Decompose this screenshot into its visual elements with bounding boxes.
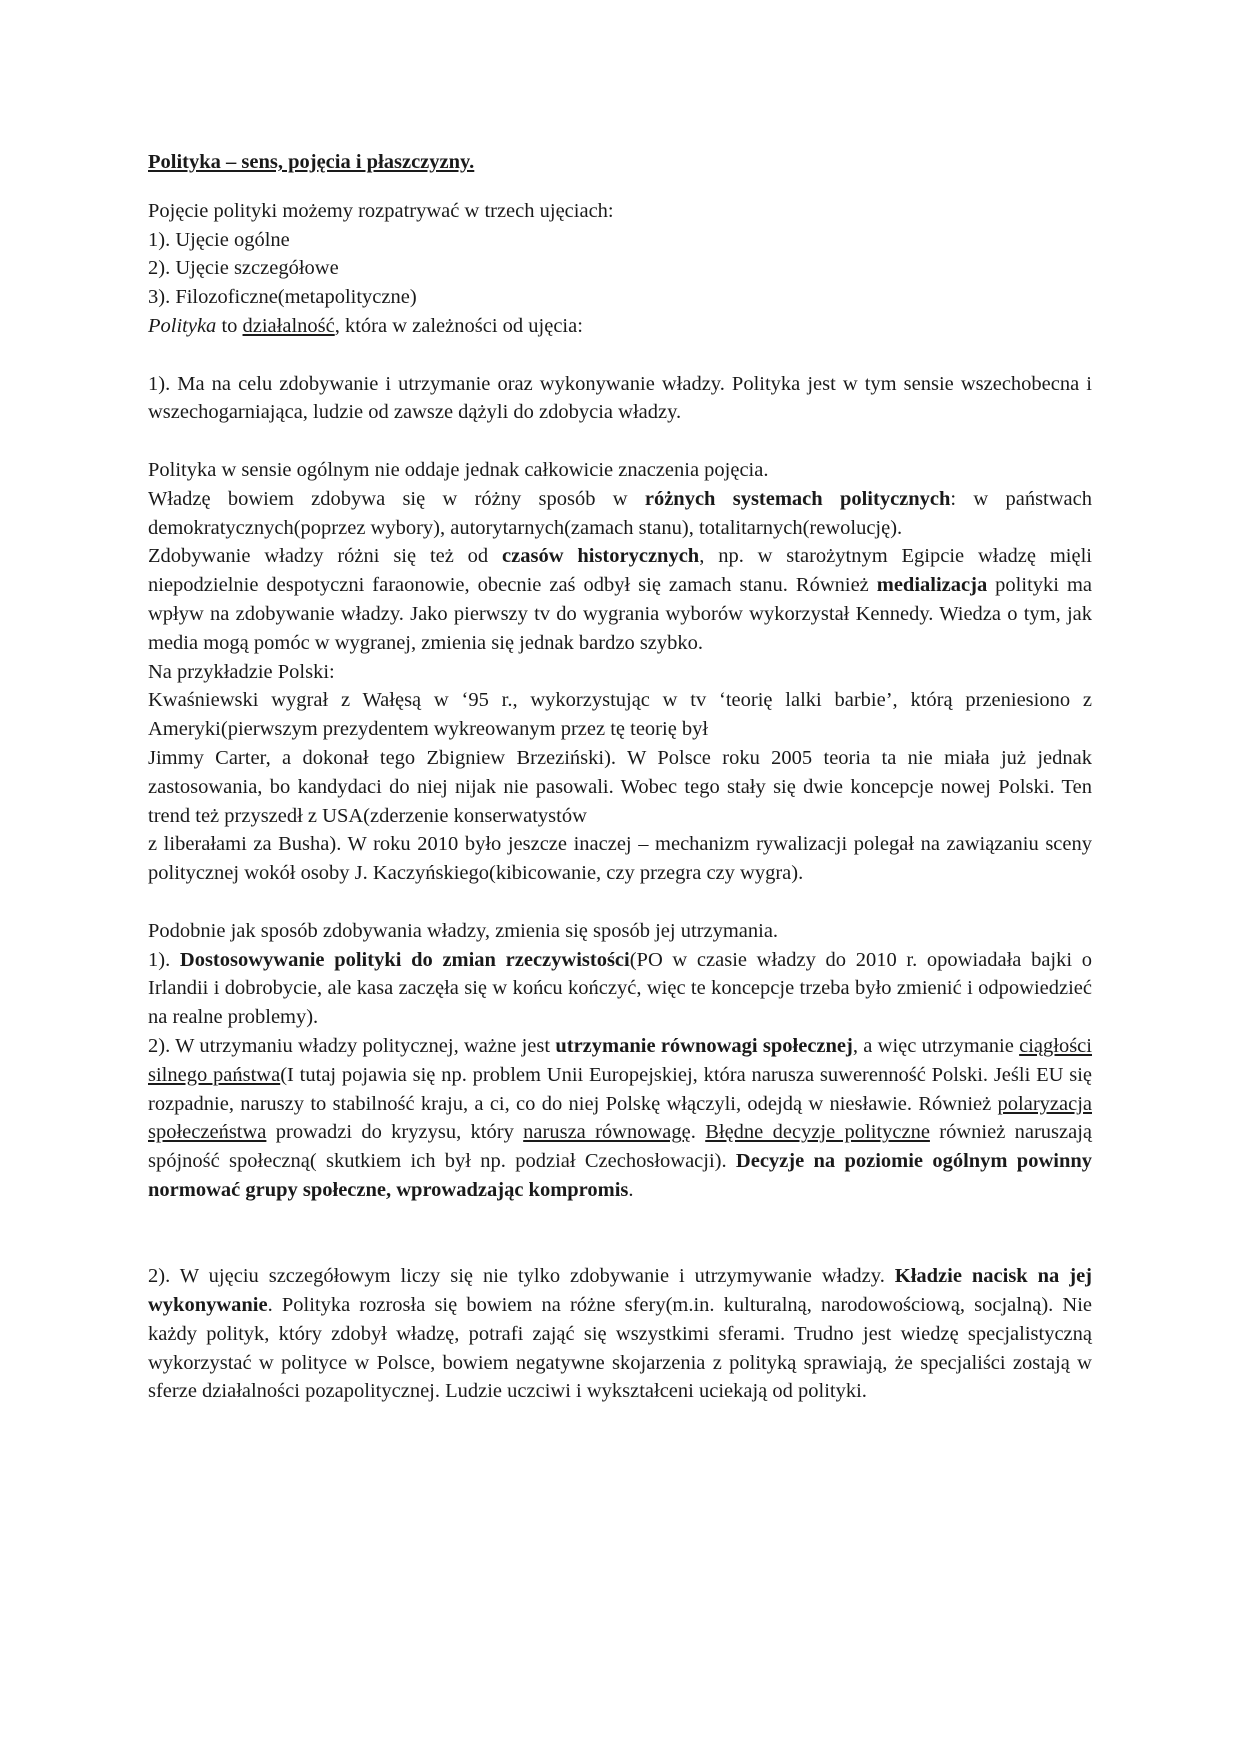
definition-term: Polityka <box>148 314 217 337</box>
paragraph: 1). Ma na celu zdobywanie i utrzymanie oraz wykonywanie władzy. Polityka jest w tym sensie wszechobecna i wszechogarniająca, ludzie od zawsze dążyli do zdobycia władzy. <box>148 372 1092 424</box>
bold-phrase: Dostosowywanie polityki do zmian rzeczywistości <box>179 948 630 971</box>
list-item: 1). Ujęcie ogólne <box>148 228 290 251</box>
underlined-phrase: Błędne decyzje polityczne <box>705 1121 930 1144</box>
bold-phrase: utrzymanie równowagi społecznej <box>555 1034 853 1057</box>
paragraph: Jimmy Carter, a dokonał tego Zbigniew Brzeziński). W Polsce roku 2005 teoria ta nie miała już jednak zastosowania, bo kandydaci do niej nijak nie pasowali. Wobec tego stały się dwie koncepcje nowej Polski. Ten trend też przyszedł z USA(zderzenie konserwatystów <box>148 746 1092 827</box>
intro-lead: Pojęcie polityki możemy rozpatrywać w trzech ujęciach: <box>148 199 614 222</box>
paragraph: Na przykładzie Polski: <box>148 660 335 683</box>
document-page <box>148 148 1092 1406</box>
definition-underlined: działalność <box>242 314 335 337</box>
paragraph: Podobnie jak sposób zdobywania władzy, zmienia się sposób jej utrzymania. <box>148 919 779 942</box>
list-item: 3). Filozoficzne(metapolityczne) <box>148 286 417 309</box>
underlined-phrase: polaryzacja społeczeństwa <box>148 1092 1092 1144</box>
bold-phrase: różnych systemach politycznych <box>644 487 951 510</box>
bold-phrase: Decyzje na poziomie ogólnym powinny normować grupy społeczne, wprowadzając kompromis <box>148 1150 1092 1201</box>
paragraph: Zdobywanie władzy różni się też od czasów historycznych, np. w starożytnym Egipcie władzę mięli niepodzielnie despotyczni faraonowie, obecnie zaś odbył się zamach stanu. Również medializacja polityki ma wpływ na zdobywanie władzy. Jako pierwszy tv do wygrania wyborów wykorzystał Kennedy. Wiedza o tym, jak media mogą pomóc w wygranej, zmienia się jednak bardzo szybko. <box>148 545 1092 654</box>
bold-phrase: Kładzie nacisk na jej wykonywanie <box>148 1265 1092 1317</box>
bold-phrase: czasów historycznych <box>502 545 700 568</box>
paragraph: z liberałami za Busha). W roku 2010 było jeszcze inaczej – mechanizm rywalizacji polegał na zawiązaniu sceny politycznej wokół osoby J. Kaczyńskiego(kibicowanie, czy przegra czy wygra). <box>148 833 1092 885</box>
page-title: Polityka – sens, pojęcia i płaszczyzny. <box>148 151 475 173</box>
paragraph: 1). Dostosowywanie polityki do zmian rzeczywistości(PO w czasie władzy do 2010 r. opowiadała bajki o Irlandii i dobrobycie, ale kasa zaczęła się w końcu kończyć, więc te koncepcje trzeba było zmienić i odpowiedzieć na realne problemy). <box>148 948 1093 1029</box>
bold-phrase: medializacja <box>876 574 988 597</box>
paragraph: 2). W utrzymaniu władzy politycznej, ważne jest utrzymanie równowagi społecznej, a więc utrzymanie ciągłości silnego państwa(I tutaj pojawia się np. problem Unii Europejskiej, która narusza suwerenność Polski. Jeśli EU się rozpadnie, naruszy to stabilność kraju, a ci, co do niej Polskę włączyli, odejdą w niesławie. Również polaryzacja społeczeństwa prowadzi do kryzysu, który narusza równowagę. Błędne decyzje polityczne również naruszają spójność społeczną( skutkiem ich był np. podział Czechosłowacji). Decyzje na poziomie ogólnym powinny normować grupy społeczne, wprowadzając kompromis. <box>148 1034 1093 1201</box>
underlined-phrase: narusza równowagę <box>523 1121 691 1144</box>
paragraph: Władzę bowiem zdobywa się w różny sposób w różnych systemach politycznych: w państwach demokratycznych(poprzez wybory), autorytarnych(zamach stanu), totalitarnych(rewolucję). <box>148 487 1092 539</box>
definition-line: Polityka to działalność, która w zależności od ujęcia: <box>148 314 583 337</box>
paragraph: 2). W ujęciu szczegółowym liczy się nie tylko zdobywanie i utrzymywanie władzy. Kładzie nacisk na jej wykonywanie. Polityka rozrosła się bowiem na różne sfery(m.in. kulturalną, narodowościową, socjalną). Nie każdy polityk, który zdobył władzę, potrafi zająć się wszystkimi sferami. Trudno jest wiedzę specjalistyczną wykorzystać w polityce w Polsce, bowiem negatywne skojarzenia z polityką sprawiają, że specjaliści zostają w sferze działalności pozapolitycznej. Ludzie uczciwi i wykształceni uciekają od polityki. <box>148 1265 1092 1403</box>
underlined-phrase: ciągłości silnego państwa <box>148 1034 1092 1086</box>
paragraph: Polityka w sensie ogólnym nie oddaje jednak całkowicie znaczenia pojęcia. <box>148 458 769 481</box>
paragraph: Kwaśniewski wygrał z Wałęsą w ‘95 r., wykorzystując w tv ‘teorię lalki barbie’, którą przeniesiono z Ameryki(pierwszym prezydentem wykreowanym przez tę teorię był <box>148 689 1092 741</box>
list-item: 2). Ujęcie szczegółowe <box>148 257 339 280</box>
